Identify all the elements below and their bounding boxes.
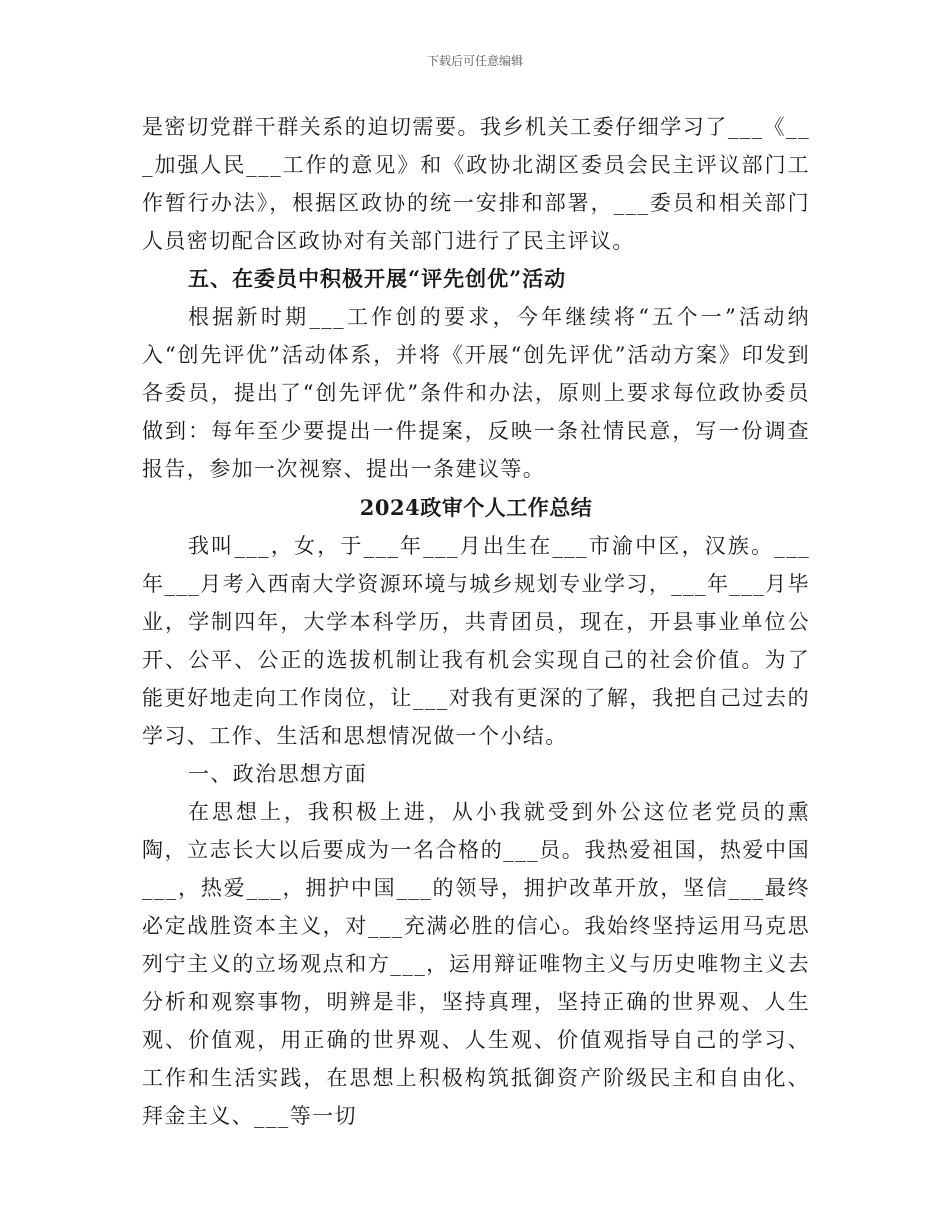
paragraph-continued: 是密切党群干群关系的迫切需要。我乡机关工委仔细学习了___《___加强人民___工作的意见》和《政协北湖区委员会民主评议部门工作暂行办法》，根据区政协的统一安排和部署，___委员和相关部门人员密切配合区政协对有关部门进行了民主评议。 — [142, 115, 810, 253]
paragraph-section-five: 根据新时期___工作创的要求，今年继续将“五个一”活动纳入“创先评优”活动体系，并将《开展“创先评优”活动方案》印发到各委员，提出了“创先评优”条件和办法，原则上要求每位政协委员做到：每年至少要提出一件提案，反映一条社情民意，写一份调查报告，参加一次视察、提出一条建议等。 — [142, 305, 810, 481]
section-heading-five: 五、在委员中积极开展“评先创优”活动 — [188, 266, 567, 291]
section-heading-one: 一、政治思想方面 — [188, 762, 368, 786]
document-title: 2024政审个人工作总结 — [359, 495, 593, 520]
paragraph-political: 在思想上，我积极上进，从小我就受到外公这位老党员的熏陶，立志长大以后要成为一名合格的___员。我热爱祖国，热爱中国___，热爱___，拥护中国___的领导，拥护改革开放，坚信___最终必定战胜资本主义，对___充满必胜的信心。我始终坚持运用马克思列宁主义的立场观点和方___，运用辩证唯物主义与历史唯物主义去分析和观察事物，明辨是非，坚持真理，坚持正确的世界观、人生观、价值观，用正确的世界观、人生观、价值观指导自己的学习、工作和生活实践，在思想上积极构筑抵御资产阶级民主和自由化、拜金主义、___等一切 — [142, 800, 810, 1128]
page-header-note: 下载后可任意编辑 — [426, 54, 523, 68]
paragraph-intro: 我叫___，女，于___年___月出生在___市渝中区，汉族。___年___月考入西南大学资源环境与城乡规划专业学习，___年___月毕业，学制四年，大学本科学历，共青团员，现在，开县事业单位公开、公平、公正的选拔机制让我有机会实现自己的社会价值。为了能更好地走向工作岗位，让___对我有更深的了解，我把自己过去的学习、工作、生活和思想情况做一个小结。 — [142, 534, 810, 748]
document-body — [142, 108, 810, 1135]
